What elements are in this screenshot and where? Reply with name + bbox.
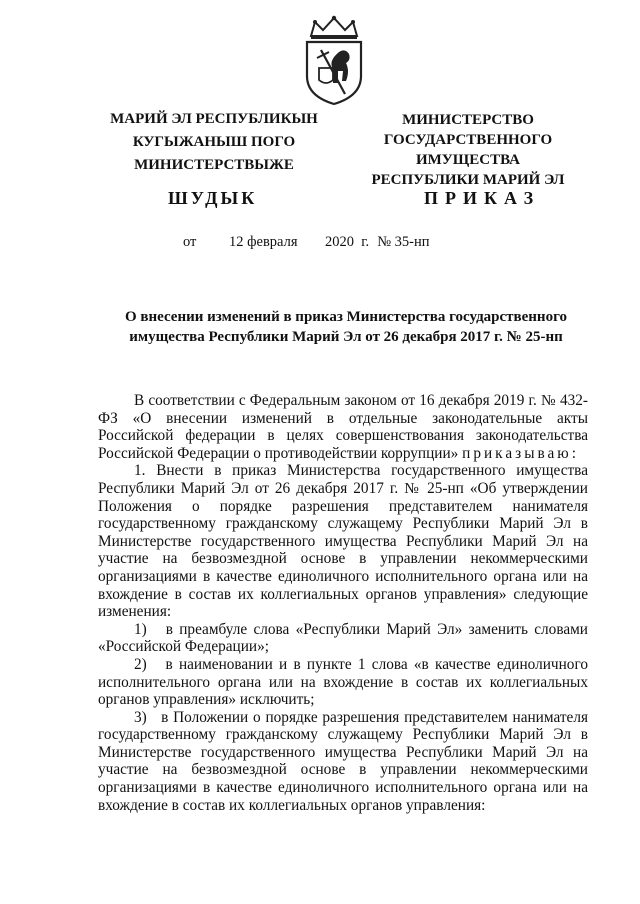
paragraph-subitem-3: 3) в Положении о порядке разрешения представителем нанимателя государственному гражданскому служащему Республики Марий Эл в Министерстве государственного имущества Республики Марий Эл на участие на безвозмездной основе в управлении некоммерческими организациями в качестве единоличного исполнительного органа или на вхождение в состав их коллегиальных органов управления: (98, 708, 592, 814)
paragraph-subitem-1: 1) в преамбуле слова «Республики Марий Эл» заменить словами «Российской Федерации»; (98, 620, 592, 656)
dateline-number: № 35-нп (377, 234, 430, 250)
header-right-block (354, 110, 582, 190)
document-body (98, 392, 592, 814)
header-left-line-1: МАРИЙ ЭЛ РЕСПУБЛИКЫН (110, 111, 318, 127)
header-left-line-2: КУГЫЖАНЫШ ПОГО (132, 134, 296, 150)
header-left-line-3: МИНИСТЕРСТВЫЖЕ (134, 157, 294, 173)
dateline-from: от (183, 234, 197, 250)
coat-of-arms-emblem (299, 14, 369, 108)
paragraph-preamble (98, 392, 588, 462)
paragraph-subitem-2: 2) в наименовании и в пункте 1 слова «в качестве единоличного исполнительного органа или на вхождение в состав их коллегиальных органов управления» исключить; (98, 655, 592, 709)
paragraph-item-1: 1. Внести в приказ Министерства государственного имущества Республики Марий Эл от 26 декабря 2017 г. № 25-нп «Об утверждении Положения о порядке разрешения представителем нанимателя государственному гражданскому служащему Республики Марий Эл в Министерстве государственного имущества Республики Марий Эл на участие на безвозмездной основе в управлении некоммерческими организациями в качестве единоличного исполнительного органа или на вхождение в состав их коллегиальных органов управления» следующие изменения: (98, 462, 588, 621)
header-left-block (92, 108, 336, 177)
doc-kind-russian: ПРИКАЗ (424, 188, 541, 208)
header-right-line-3: ИМУЩЕСТВА (415, 152, 521, 168)
header-right-line-2: ГОСУДАРСТВЕННОГО (383, 132, 553, 148)
preamble-text: В соответствии с Федеральным законом от 16 декабря 2019 г. № 432-ФЗ «О внесении изменений в отдельные законодательные акты Российской федерации в целях совершенствования законодательства Российской Федерации о противодействии коррупции» (98, 392, 588, 462)
doc-kind-mari: ШУДЫК (168, 188, 258, 208)
order-word: приказываю: (462, 444, 579, 462)
header-right-line-4: РЕСПУБЛИКИ МАРИЙ ЭЛ (371, 172, 565, 188)
dateline-day-month: 12 февраля (229, 234, 298, 250)
document-dateline (183, 234, 430, 251)
header-right-line-1: МИНИСТЕРСТВО (402, 112, 534, 128)
document-title: О внесении изменений в приказ Министерства государственного имущества Республики Марий Эл от 26 декабря 2017 г. № 25-нп (124, 309, 568, 345)
dateline-year: 2020 г. (325, 234, 370, 250)
